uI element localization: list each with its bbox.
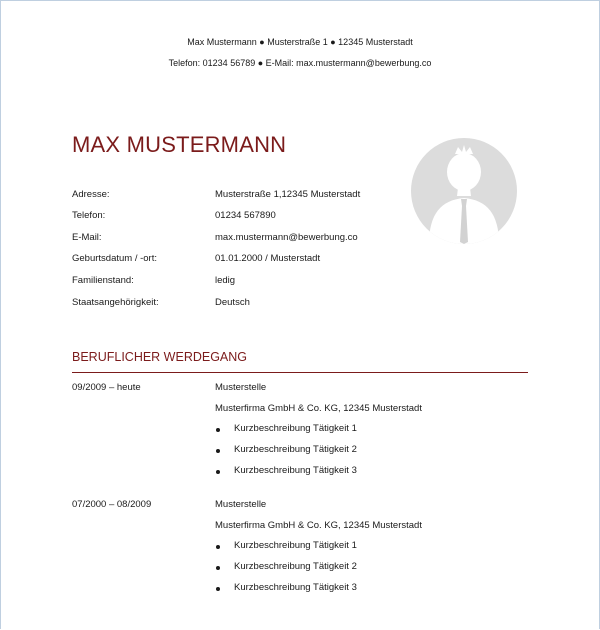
header-contact-line-2: Telefon: 01234 56789 ● E-Mail: max.mustermann@bewerbung.co [168,58,432,68]
bullet-icon [216,566,220,570]
value-email: max.mustermann@bewerbung.co [215,232,358,243]
value-marital-status: ledig [215,275,236,286]
entry-1-period: 09/2009 – heute [72,382,141,393]
value-nationality: Deutsch [215,297,250,308]
label-phone: Telefon: [72,210,106,221]
bullet-icon [216,587,220,591]
applicant-name: MAX MUSTERMANN [72,132,287,157]
entry-1-task-2: Kurzbeschreibung Tätigkeit 2 [234,444,357,455]
entry-2-task-3: Kurzbeschreibung Tätigkeit 3 [234,582,357,593]
entry-2-task-2: Kurzbeschreibung Tätigkeit 2 [234,561,357,572]
label-email: E-Mail: [72,232,102,243]
entry-1-company: Musterfirma GmbH & Co. KG, 12345 Musterstadt [215,403,422,414]
entry-1-task-1: Kurzbeschreibung Tätigkeit 1 [234,423,357,434]
profile-photo-placeholder [411,138,517,244]
label-marital-status: Familienstand: [72,275,134,286]
bullet-icon [216,449,220,453]
entry-2-period: 07/2000 – 08/2009 [72,499,152,510]
bullet-icon [216,428,220,432]
label-birth: Geburtsdatum / -ort: [72,253,158,264]
section-title-career: BERUFLICHER WERDEGANG [72,350,248,364]
label-nationality: Staatsangehörigkeit: [72,297,159,308]
bullet-icon [216,545,220,549]
person-silhouette-icon [411,138,517,244]
header-contact-line-1: Max Mustermann ● Musterstraße 1 ● 12345 Musterstadt [187,37,413,47]
entry-2-company: Musterfirma GmbH & Co. KG, 12345 Musterstadt [215,520,422,531]
entry-2-task-1: Kurzbeschreibung Tätigkeit 1 [234,540,357,551]
entry-1-task-3: Kurzbeschreibung Tätigkeit 3 [234,465,357,476]
bullet-icon [216,470,220,474]
entry-2-position: Musterstelle [215,499,267,510]
section-divider [72,372,528,373]
label-address: Adresse: [72,189,110,200]
value-phone: 01234 567890 [215,210,276,221]
value-birth: 01.01.2000 / Musterstadt [215,253,321,264]
entry-1-position: Musterstelle [215,382,267,393]
value-address: Musterstraße 1,12345 Musterstadt [215,189,361,200]
